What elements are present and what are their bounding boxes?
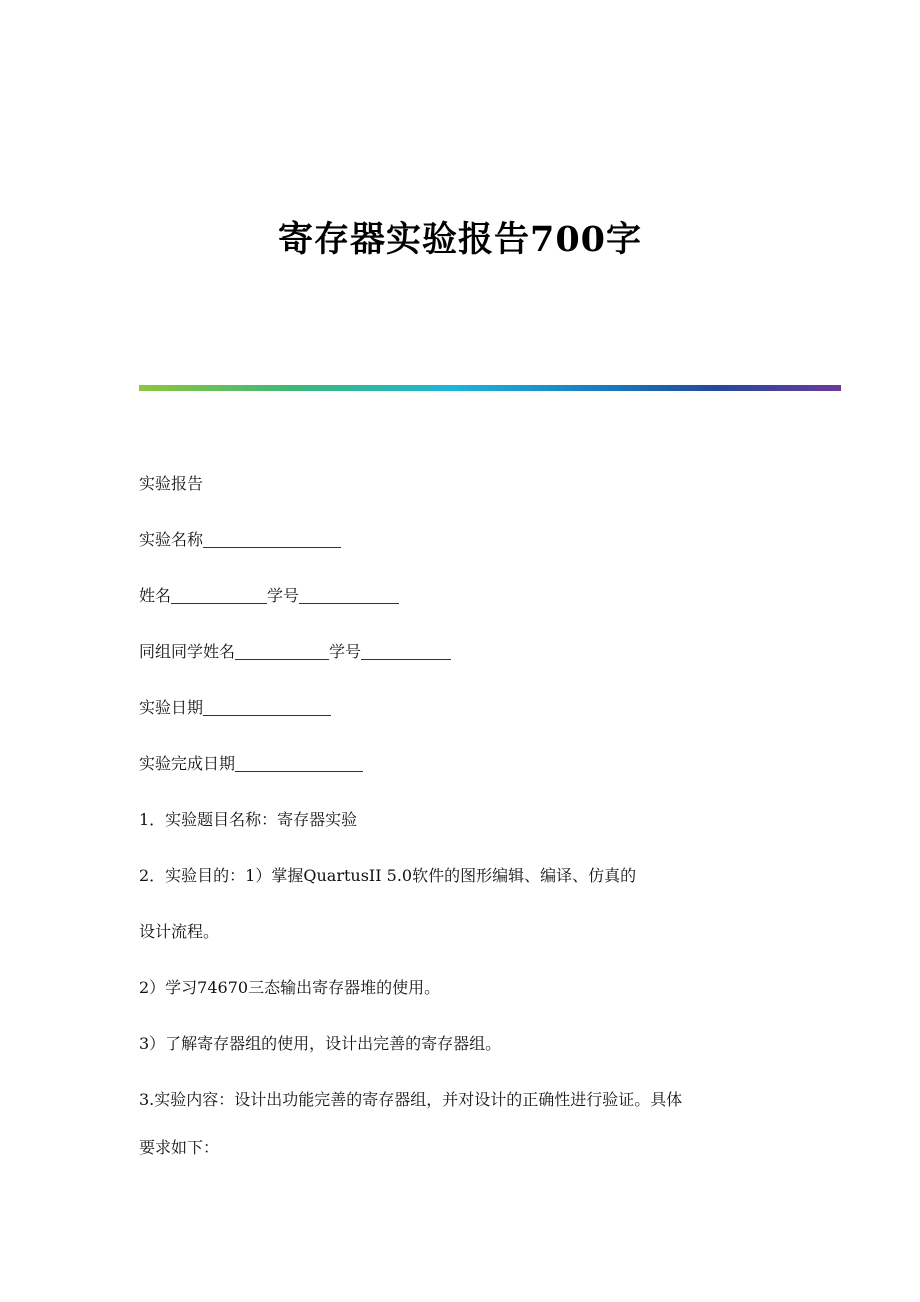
title-divider-rule bbox=[139, 385, 841, 391]
partner-id-label: 学号 bbox=[329, 642, 362, 661]
student-row bbox=[139, 584, 399, 608]
experiment-name-row bbox=[139, 528, 341, 552]
item-2-purpose-line1: 2．实验目的：1）掌握QuartusII 5.0软件的图形编辑、编译、仿真的 bbox=[139, 866, 637, 885]
completion-date-row bbox=[139, 752, 363, 776]
experiment-date-blank bbox=[203, 698, 331, 716]
partner-name-label: 同组同学姓名 bbox=[139, 642, 236, 661]
partner-name-blank bbox=[235, 642, 329, 660]
experiment-name-blank bbox=[203, 530, 341, 548]
completion-date-blank bbox=[235, 754, 363, 772]
partner-id-blank bbox=[361, 642, 451, 660]
partner-row bbox=[139, 640, 451, 664]
report-heading: 实验报告 bbox=[139, 474, 204, 493]
item-2-purpose-line2: 设计流程。 bbox=[139, 922, 220, 941]
experiment-name-label: 实验名称 bbox=[139, 530, 204, 549]
item-2-sub-2: 2）学习74670三态输出寄存器堆的使用。 bbox=[139, 978, 441, 997]
experiment-date-label: 实验日期 bbox=[139, 698, 204, 717]
item-2-sub-3: 3）了解寄存器组的使用，设计出完善的寄存器组。 bbox=[139, 1034, 502, 1053]
document-title: 寄存器实验报告700字 bbox=[277, 219, 643, 260]
experiment-date-row bbox=[139, 696, 331, 720]
completion-date-label: 实验完成日期 bbox=[139, 754, 236, 773]
name-label: 姓名 bbox=[139, 586, 172, 605]
student-id-label: 学号 bbox=[267, 586, 300, 605]
item-3-content-line1: 3.实验内容：设计出功能完善的寄存器组，并对设计的正确性进行验证。具体 bbox=[139, 1090, 683, 1109]
student-id-blank bbox=[299, 586, 399, 604]
name-blank bbox=[171, 586, 267, 604]
item-1-title: 1．实验题目名称：寄存器实验 bbox=[139, 810, 358, 829]
item-3-content-line2: 要求如下： bbox=[139, 1138, 220, 1157]
